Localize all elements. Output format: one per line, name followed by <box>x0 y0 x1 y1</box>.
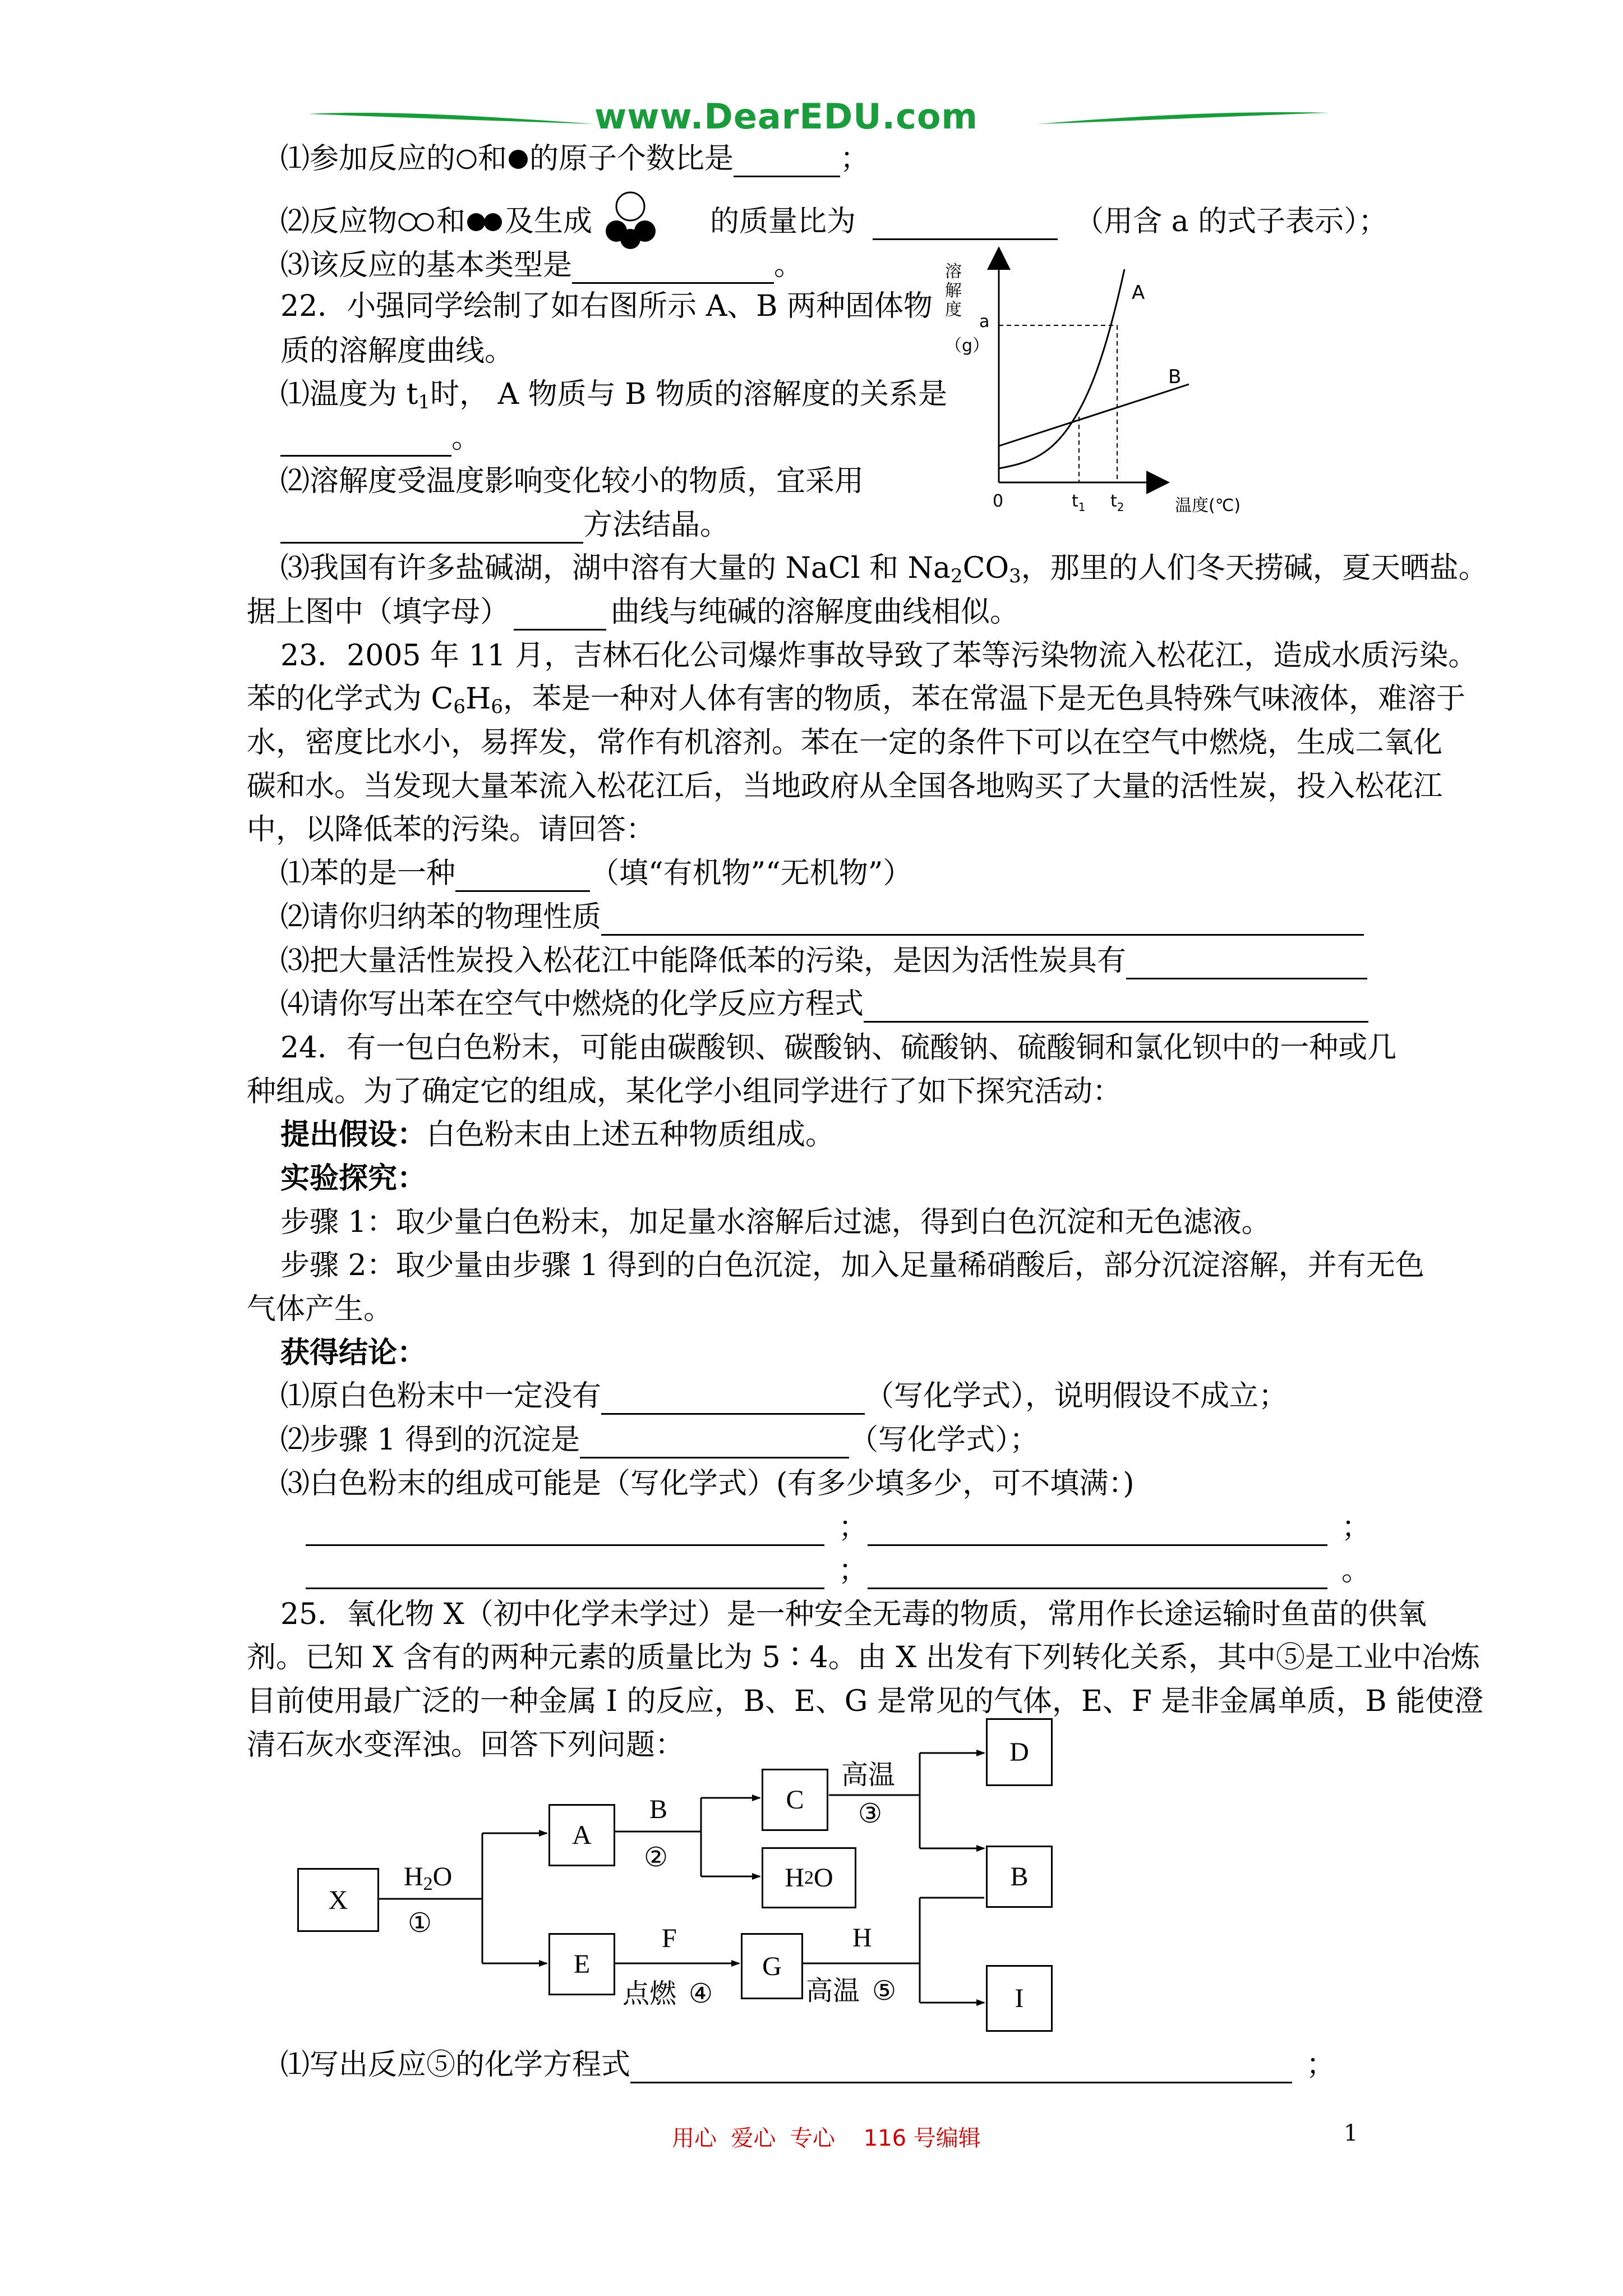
node-D: D <box>986 1718 1053 1786</box>
label-reaction-3: ③ <box>858 1799 883 1829</box>
q23-line3: 水，密度比水小，易挥发，常作有机溶剂。苯在一定的条件下可以在空气中燃烧，生成二氧化 <box>247 726 1443 760</box>
node-A: A <box>548 1804 615 1866</box>
graph-xlabel: 温度(℃) <box>1175 496 1241 516</box>
q21-part3: ⑶该反应的基本类型是 。 <box>280 247 803 284</box>
q24-conclusion-label: 获得结论： <box>280 1336 427 1370</box>
curve-B-label: B <box>1168 366 1182 388</box>
q22-intro-2: 质的溶解度曲线。 <box>280 334 514 368</box>
graph-a-mark: a <box>979 312 990 332</box>
graph-origin: 0 <box>993 491 1004 511</box>
q23-part2: ⑵请你归纳苯的物理性质 <box>280 899 1364 936</box>
q24-line1: 24．有一包白色粉末，可能由碳酸钡、碳酸钠、硫酸钠、硫酸铜和氯化钡中的一种或几 <box>280 1031 1397 1065</box>
q22-part1-answer: 。 <box>280 420 481 457</box>
node-X: X <box>297 1868 379 1932</box>
site-logo-text: www.DearEDU.com <box>594 96 979 137</box>
q22-part1: ⑴温度为 $t_1$时， A 物质与 B 物质的溶解度的关系是 <box>280 378 947 413</box>
label-gaowen-1: 高温 <box>841 1759 896 1791</box>
q23-line1: 23．2005 年 11 月，吉林石化公司爆炸事故导致了苯等污染物流入松花江，造成水质污染。 <box>280 639 1478 673</box>
q25-line1: 25．氧化物 X（初中化学未学过）是一种安全无毒的物质，常用作长途运输时鱼苗的供氧 <box>280 1598 1427 1631</box>
q22-intro-1: 22．小强同学绘制了如右图所示 A、B 两种固体物 <box>280 289 933 323</box>
q24-conclusion2: ⑵步骤 1 得到的沉淀是 （写化学式）； <box>280 1421 1039 1458</box>
q24-step1: 步骤 1：取少量白色粉末，加足量水溶解后过滤，得到白色沉淀和无色滤液。 <box>280 1205 1271 1239</box>
q23-line4: 碳和水。当发现大量苯流入松花江后，当地政府从全国各地购买了大量的活性炭，投入松花江 <box>247 770 1443 803</box>
q22-part2-answer: 方法结晶。 <box>280 507 729 544</box>
curve-A-label: A <box>1132 282 1145 304</box>
q21-part2: ⑵反应物 和 及生成 的质量比为 （用含 a 的式子表示）； <box>280 203 1387 240</box>
q24-answer-row2: ； 。 <box>306 1552 1371 1589</box>
q24-answer-row1: ； ； <box>306 1509 1371 1546</box>
q23-part3: ⑶把大量活性炭投入松花江中能降低苯的污染，是因为活性炭具有 <box>280 942 1367 979</box>
node-C: C <box>762 1769 828 1831</box>
q24-step2-cont: 气体产生。 <box>247 1292 393 1326</box>
label-f: F <box>662 1924 677 1953</box>
graph-ylabel: 溶 解 度 （g） <box>945 262 990 356</box>
footer-editor: 用心 爱心 专心 116 号编辑 <box>672 2125 981 2151</box>
q24-conclusion3: ⑶白色粉末的组成可能是（写化学式）(有多少填多少，可不填满：) <box>280 1467 1135 1501</box>
q23-line2: 苯的化学式为 $C_6H_6$，苯是一种对人体有害的物质，苯在常温下是无色具特殊气味液体，难溶于 <box>247 682 1465 718</box>
q24-experiment-label: 实验探究： <box>280 1161 427 1195</box>
node-G: G <box>741 1933 803 1999</box>
label-dianran: 点燃 ④ <box>623 1978 713 2009</box>
label-reaction-2: ② <box>644 1843 668 1872</box>
q23-part1: ⑴苯的是一种 （填“有机物”“无机物”） <box>280 855 912 892</box>
q23-part4: ⑷请你写出苯在空气中燃烧的化学反应方程式 <box>280 986 1368 1023</box>
q25-part1: ⑴写出反应⑤的化学方程式 ； <box>280 2046 1335 2083</box>
q23-line5: 中，以降低苯的污染。请回答： <box>247 813 656 846</box>
q24-conclusion1: ⑴原白色粉末中一定没有 （写化学式），说明假设不成立； <box>280 1378 1288 1415</box>
q25-line2: 剂。已知 X 含有的两种元素的质量比为 5∶4。由 X 出发有下列转化关系，其中⑤是工业中冶炼 <box>247 1641 1480 1674</box>
t2-label: $t_2$ <box>1110 491 1124 514</box>
q24-hypothesis: 提出假设：白色粉末由上述五种物质组成。 <box>280 1117 835 1152</box>
q25-line3: 目前使用最广泛的一种金属 I 的反应，B、E、G 是常见的气体，E、F 是非金属单质，B 能使澄 <box>247 1685 1484 1718</box>
t1-label: $t_1$ <box>1072 491 1086 514</box>
label-h2o: $H_2O$ <box>404 1862 453 1894</box>
q22-part2: ⑵溶解度受温度影响变化较小的物质，宜采用 <box>280 464 864 498</box>
q22-part3b: 据上图中（填字母） 曲线与纯碱的溶解度曲线相似。 <box>247 593 1019 631</box>
label-reaction-1: ① <box>408 1908 432 1938</box>
label-h: H <box>852 1923 872 1953</box>
q24-line2: 种组成。为了确定它的组成，某化学小组同学进行了如下探究活动： <box>247 1075 1122 1108</box>
node-E: E <box>548 1933 615 1995</box>
page-number: 1 <box>1344 2120 1358 2146</box>
node-B: B <box>986 1846 1053 1908</box>
q22-part3: ⑶我国有许多盐碱湖，湖中溶有大量的 NaCl 和 $Na_2CO_3$，那里的人们冬天捞碱，夏天晒盐。 <box>280 551 1488 587</box>
q24-step2: 步骤 2：取少量由步骤 1 得到的白色沉淀，加入足量稀硝酸后，部分沉淀溶解，并有无色 <box>280 1249 1424 1282</box>
q25-line4: 清石灰水变浑浊。回答下列问题： <box>247 1728 685 1762</box>
node-I: I <box>986 1965 1053 2032</box>
label-b: B <box>649 1795 668 1824</box>
label-gaowen-2: 高温 ⑤ <box>806 1975 897 2007</box>
q21-part1: ⑴参加反应的 和 的原子个数比是 ； <box>280 140 869 177</box>
node-H2O: H 2 O <box>762 1847 856 1908</box>
